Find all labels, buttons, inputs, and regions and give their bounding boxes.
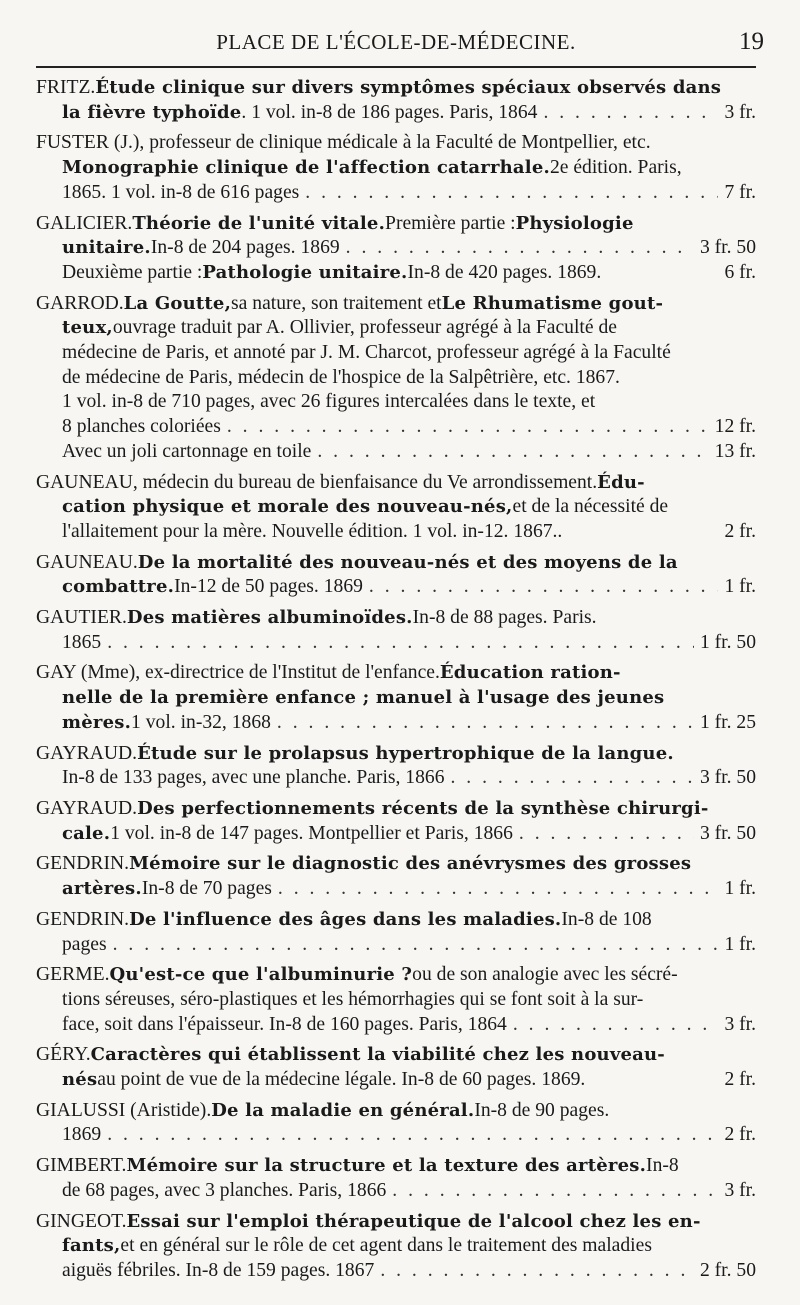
entry-line [36, 1068, 756, 1093]
title-text: Qu'est-ce que l'albuminurie ? [109, 964, 413, 986]
catalog-entry [36, 742, 756, 791]
entry-text: In-8 de 204 pages. 1869 [150, 237, 340, 259]
title-text: unitaire. [62, 237, 151, 259]
entry-text: médecine de Paris, et annoté par J. M. Charcot, professeur agrégé à la Faculté [62, 342, 671, 364]
catalog-entry [36, 1154, 756, 1203]
entry-line [36, 366, 756, 391]
catalog-entry [36, 661, 756, 735]
price: 1 fr. [724, 576, 756, 598]
entry-line [36, 316, 756, 341]
title-text: combattre. [62, 576, 175, 598]
entry-text: . 1 vol. in-8 de 186 pages. Paris, 1864 [241, 101, 538, 123]
price: 3 fr. 50 [699, 767, 756, 789]
catalog-entries [36, 76, 756, 1284]
entry-line [36, 181, 756, 206]
entry-text: GAUNEAU, médecin du bureau de bienfaisance du Ve arrondissement. [36, 471, 598, 493]
entry-text: 8 planches coloriées [62, 416, 221, 438]
entry-line [36, 440, 756, 465]
entry-text: l'allaitement pour la mère. Nouvelle édition. 1 vol. in-12. 1867.. [62, 520, 563, 542]
title-text: cale. [62, 822, 111, 844]
entry-text: In-12 de 50 pages. 1869 [174, 576, 363, 598]
entry-line [36, 341, 756, 366]
price: 3 fr. 50 [699, 237, 756, 259]
title-text: Essai sur l'emploi thérapeutique de l'alcool chez les en- [126, 1210, 701, 1232]
price: 2 fr. [724, 1124, 756, 1146]
entry-text: Avec un joli cartonnage en toile [62, 440, 312, 462]
entry-line [36, 661, 756, 686]
entry-text: GÉRY. [36, 1044, 91, 1066]
price: 1 fr. 50 [699, 631, 756, 653]
entry-line [36, 908, 756, 933]
entry-text: GAUTIER. [36, 607, 127, 629]
entry-text: au point de vue de la médecine légale. In-8 de 60 pages. 1869. [97, 1069, 586, 1091]
dot-leader [107, 1123, 718, 1148]
title-text: Mémoire sur la structure et la texture des artères. [126, 1155, 647, 1177]
title-text: De l'influence des âges dans les maladies. [129, 908, 562, 930]
entry-line [36, 1154, 756, 1179]
price: 3 fr. [724, 101, 756, 123]
entry-line [36, 963, 756, 988]
entry-line [36, 1210, 756, 1235]
entry-text: GARROD. [36, 292, 124, 314]
entry-text: In-8 de 88 pages. Paris. [412, 607, 597, 629]
dot-leader [107, 631, 694, 656]
title-text: teux, [62, 317, 113, 339]
price: 2 fr. [724, 1069, 756, 1091]
entry-line [36, 1013, 756, 1038]
entry-text: GENDRIN. [36, 853, 130, 875]
dot-leader [317, 440, 708, 465]
price: 13 fr. [714, 440, 756, 462]
entry-line [36, 1179, 756, 1204]
entry-line [36, 101, 756, 126]
entry-text: 1869 [62, 1124, 102, 1146]
dot-leader [543, 101, 718, 126]
entry-line [36, 520, 756, 545]
entry-text: et de la nécessité de [512, 496, 669, 518]
catalog-entry [36, 1043, 756, 1092]
entry-line [36, 575, 756, 600]
running-title: PLACE DE L'ÉCOLE-DE-MÉDECINE. [216, 30, 576, 54]
catalog-entry [36, 852, 756, 901]
entry-text: GIALUSSI (Aristide). [36, 1099, 212, 1121]
price: 6 fr. [724, 261, 756, 283]
dot-leader [380, 1259, 694, 1284]
price: 1 fr. [724, 878, 756, 900]
entry-text: In-8 [646, 1155, 679, 1177]
title-text: nés [62, 1069, 98, 1091]
price: 2 fr. [724, 520, 756, 542]
entry-line [36, 1259, 756, 1284]
entry-line [36, 711, 756, 736]
entry-text: In-8 de 90 pages. [474, 1099, 610, 1121]
dot-leader [519, 822, 694, 847]
catalog-entry [36, 551, 756, 600]
price: 3 fr. 50 [699, 822, 756, 844]
entry-line [36, 495, 756, 520]
entry-line [36, 131, 756, 156]
title-text: Mémoire sur le diagnostic des anévrysmes des grosses [129, 853, 692, 875]
price: 1 fr. 25 [699, 711, 756, 733]
entry-line [36, 76, 756, 101]
entry-line [36, 606, 756, 631]
title-text: La Goutte, [123, 292, 232, 314]
title-text: Physiologie [515, 212, 634, 234]
catalog-entry [36, 212, 756, 286]
title-text: nelle de la première enfance ; manuel à l'usage des jeunes [62, 687, 665, 709]
entry-line [36, 988, 756, 1013]
price: 1 fr. [724, 933, 756, 955]
title-text: Théorie de l'unité vitale. [132, 212, 386, 234]
catalog-entry [36, 292, 756, 465]
catalog-entry [36, 471, 756, 545]
price: 2 fr. 50 [699, 1259, 756, 1281]
title-text: Pathologie unitaire. [202, 261, 408, 283]
dot-leader [369, 575, 719, 600]
title-text: Étude sur le prolapsus hypertrophique de la langue. [137, 742, 674, 764]
entry-line [36, 822, 756, 847]
title-text: Des perfectionnements récents de la synthèse chirurgi- [137, 797, 709, 819]
entry-line [36, 212, 756, 237]
entry-text: FRITZ. [36, 77, 96, 98]
entry-line [36, 471, 756, 496]
entry-text: GINGEOT. [36, 1210, 127, 1232]
dot-leader [113, 933, 719, 958]
entry-line [36, 1234, 756, 1259]
catalog-entry [36, 963, 756, 1037]
catalog-entry [36, 908, 756, 957]
catalog-entry [36, 1210, 756, 1284]
dot-leader [278, 877, 719, 902]
title-text: Monographie clinique de l'affection catarrhale. [62, 157, 550, 179]
price: 7 fr. [724, 181, 756, 203]
entry-line [36, 551, 756, 576]
entry-text: GAYRAUD. [36, 742, 138, 764]
title-text: mères. [62, 711, 132, 733]
title-text: la fièvre typhoïde [62, 101, 242, 123]
title-text: De la mortalité des nouveau-nés et des moyens de la [137, 551, 678, 573]
entry-text: In-8 de 70 pages [141, 878, 272, 900]
catalog-entry [36, 1099, 756, 1148]
dot-leader [277, 711, 694, 736]
title-text: Étude clinique sur divers symptômes spéciaux observés dans [95, 77, 722, 98]
catalog-entry [36, 797, 756, 846]
entry-line [36, 1043, 756, 1068]
entry-line [36, 292, 756, 317]
entry-text: 2e édition. Paris, [549, 157, 682, 179]
header-rule [36, 66, 756, 68]
entry-line [36, 156, 756, 181]
page-number: 19 [739, 28, 764, 55]
entry-text: et en général sur le rôle de cet agent dans le traitement des maladies [120, 1235, 652, 1257]
entry-text: FUSTER (J.), professeur de clinique médicale à la Faculté de Montpellier, etc. [36, 132, 651, 154]
entry-line [36, 933, 756, 958]
entry-text: 1 vol. in-32, 1868 [131, 711, 271, 733]
entry-text: GAUNEAU. [36, 551, 138, 573]
entry-text: In-8 de 133 pages, avec une planche. Paris, 1866 [62, 767, 445, 789]
entry-text: GAY (Mme), ex-directrice de l'Institut de l'enfance. [36, 662, 440, 684]
entry-text: GAYRAUD. [36, 797, 138, 819]
entry-text: face, soit dans l'épaisseur. In-8 de 160 pages. Paris, 1864 [62, 1013, 507, 1035]
entry-text: tions séreuses, séro-plastiques et les hémorrhagies qui se font soit à la sur- [62, 988, 644, 1010]
entry-text: Deuxième partie : [62, 261, 203, 283]
entry-text: pages [62, 933, 107, 955]
entry-line [36, 1123, 756, 1148]
title-text: Caractères qui établissent la viabilité chez les nouveau- [90, 1044, 665, 1066]
entry-text: aiguës fébriles. In-8 de 159 pages. 1867 [62, 1259, 375, 1281]
title-text: Édu- [597, 471, 645, 493]
catalog-entry [36, 76, 756, 125]
title-text: Le Rhumatisme gout- [441, 292, 664, 314]
dot-leader [392, 1179, 718, 1204]
dot-leader [305, 181, 718, 206]
dot-leader [346, 236, 694, 261]
entry-text: In-8 de 108 [561, 908, 652, 930]
dot-leader [451, 766, 694, 791]
entry-line [36, 261, 756, 286]
title-text: De la maladie en général. [211, 1099, 475, 1121]
entry-text: 1865 [62, 631, 102, 653]
entry-text: GENDRIN. [36, 908, 130, 930]
entry-text: Première partie : [385, 212, 516, 234]
entry-line [36, 631, 756, 656]
catalog-entry [36, 131, 756, 205]
title-text: Des matières albuminoïdes. [126, 607, 413, 629]
entry-text: GALICIER. [36, 212, 133, 234]
entry-line [36, 236, 756, 261]
entry-line [36, 1099, 756, 1124]
entry-text: 1 vol. in-8 de 710 pages, avec 26 figures intercalées dans le texte, et [62, 391, 596, 413]
entry-text: de médecine de Paris, médecin de l'hospice de la Salpêtrière, etc. 1867. [62, 366, 620, 388]
entry-line [36, 390, 756, 415]
title-text: fants, [62, 1235, 121, 1257]
entry-line [36, 797, 756, 822]
entry-line [36, 877, 756, 902]
entry-text: de 68 pages, avec 3 planches. Paris, 1866 [62, 1179, 387, 1201]
entry-line [36, 415, 756, 440]
entry-line [36, 766, 756, 791]
entry-text: 1865. 1 vol. in-8 de 616 pages [62, 181, 300, 203]
entry-line [36, 852, 756, 877]
title-text: artères. [62, 878, 142, 900]
title-text: Éducation ration- [439, 662, 621, 684]
entry-text: GERME. [36, 964, 110, 986]
catalog-entry [36, 606, 756, 655]
entry-text: ou de son analogie avec les sécré- [412, 964, 678, 986]
dot-leader [227, 415, 709, 440]
entry-line [36, 686, 756, 711]
price: 3 fr. [724, 1013, 756, 1035]
price: 3 fr. [724, 1179, 756, 1201]
price: 12 fr. [714, 416, 756, 438]
dot-leader [513, 1013, 719, 1038]
entry-text: ouvrage traduit par A. Ollivier, professeur agrégé à la Faculté de [112, 317, 617, 339]
page-header [36, 28, 764, 64]
title-text: cation physique et morale des nouveau-nés, [62, 496, 513, 518]
entry-text: GIMBERT. [36, 1155, 127, 1177]
entry-line [36, 742, 756, 767]
entry-text: sa nature, son traitement et [231, 292, 442, 314]
entry-text: 1 vol. in-8 de 147 pages. Montpellier et Paris, 1866 [110, 822, 513, 844]
entry-text: In-8 de 420 pages. 1869. [407, 261, 602, 283]
